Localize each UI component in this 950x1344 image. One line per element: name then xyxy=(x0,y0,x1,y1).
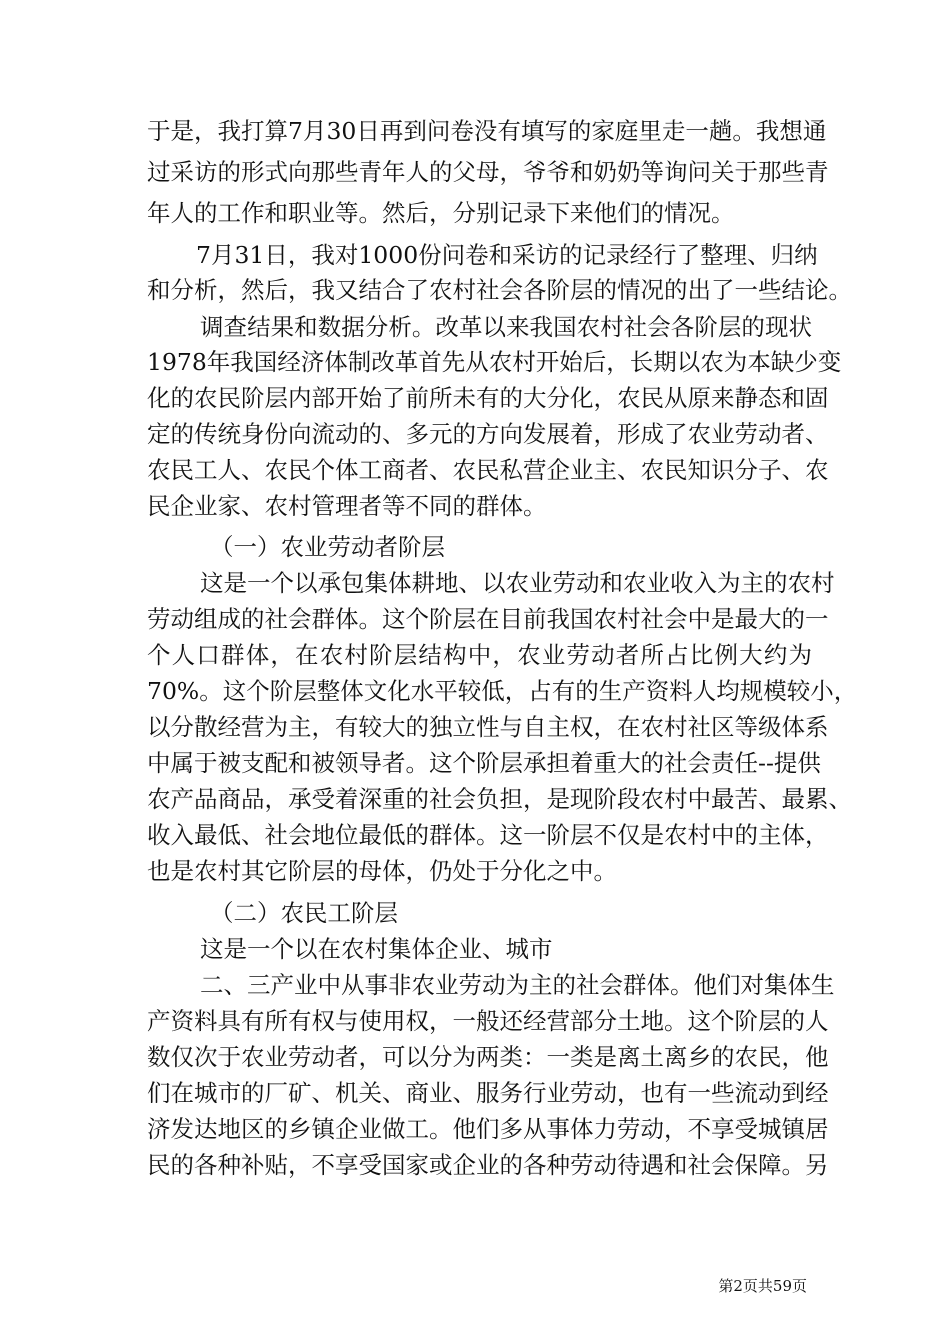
text-line: 劳动组成的社会群体。这个阶层在目前我国农村社会中是最大的一 xyxy=(147,605,829,633)
text-line: 定的传统身份向流动的、多元的方向发展着，形成了农业劳动者、 xyxy=(147,420,829,448)
text-line: 收入最低、社会地位最低的群体。这一阶层不仅是农村中的主体， xyxy=(147,821,829,849)
text-line: 农产品商品，承受着深重的社会负担，是现阶段农村中最苦、最累、 xyxy=(147,785,852,813)
text-line: 济发达地区的乡镇企业做工。他们多从事体力劳动，不享受城镇居 xyxy=(147,1115,829,1143)
text-line: 以分散经营为主，有较大的独立性与自主权，在农村社区等级体系 xyxy=(147,713,829,741)
text-line: 数仅次于农业劳动者，可以分为两类：一类是离土离乡的农民，他 xyxy=(147,1043,829,1071)
text-line: 二、三产业中从事非农业劳动为主的社会群体。他们对集体生 xyxy=(200,971,835,999)
text-line: 7月31日，我对1000份问卷和采访的记录经行了整理、归纳 xyxy=(196,241,818,269)
text-line: 这是一个以承包集体耕地、以农业劳动和农业收入为主的农村 xyxy=(200,569,835,597)
text-line: 这是一个以在农村集体企业、城市 xyxy=(200,935,553,963)
page-number: 第2页共59页 xyxy=(718,1277,807,1295)
text-line: 也是农村其它阶层的母体，仍处于分化之中。 xyxy=(147,857,617,885)
text-line: 产资料具有所有权与使用权，一般还经营部分土地。这个阶层的人 xyxy=(147,1007,829,1035)
text-line: 1978年我国经济体制改革首先从农村开始后，长期以农为本缺少变 xyxy=(147,348,842,376)
text-line: 个人口群体，在农村阶层结构中，农业劳动者所占比例大约为 xyxy=(147,641,812,669)
text-line: 农民工人、农民个体工商者、农民私营企业主、农民知识分子、农 xyxy=(147,456,829,484)
text-line: 民企业家、农村管理者等不同的群体。 xyxy=(147,492,547,520)
text-line: 们在城市的厂矿、机关、商业、服务行业劳动，也有一些流动到经 xyxy=(147,1079,829,1107)
text-line: 年人的工作和职业等。然后，分别记录下来他们的情况。 xyxy=(147,199,735,227)
text-line: 和分析，然后，我又结合了农村社会各阶层的情况的出了一些结论。 xyxy=(147,276,852,304)
text-line: 民的各种补贴，不享受国家或企业的各种劳动待遇和社会保障。另 xyxy=(147,1151,829,1179)
text-line: 化的农民阶层内部开始了前所未有的大分化，农民从原来静态和固 xyxy=(147,384,829,412)
text-line: 调查结果和数据分析。改革以来我国农村社会各阶层的现状 xyxy=(200,313,812,341)
text-line: 中属于被支配和被领导者。这个阶层承担着重大的社会责任--提供 xyxy=(147,749,821,777)
text-line: 过采访的形式向那些青年人的父母，爷爷和奶奶等询问关于那些青 xyxy=(147,158,829,186)
section-heading: （一）农业劳动者阶层 xyxy=(210,533,445,561)
text-line: 于是，我打算7月30日再到问卷没有填写的家庭里走一趟。我想通 xyxy=(147,117,827,145)
text-line: 70%。这个阶层整体文化水平较低，占有的生产资料人均规模较小， xyxy=(147,677,858,705)
section-heading: （二）农民工阶层 xyxy=(210,899,398,927)
